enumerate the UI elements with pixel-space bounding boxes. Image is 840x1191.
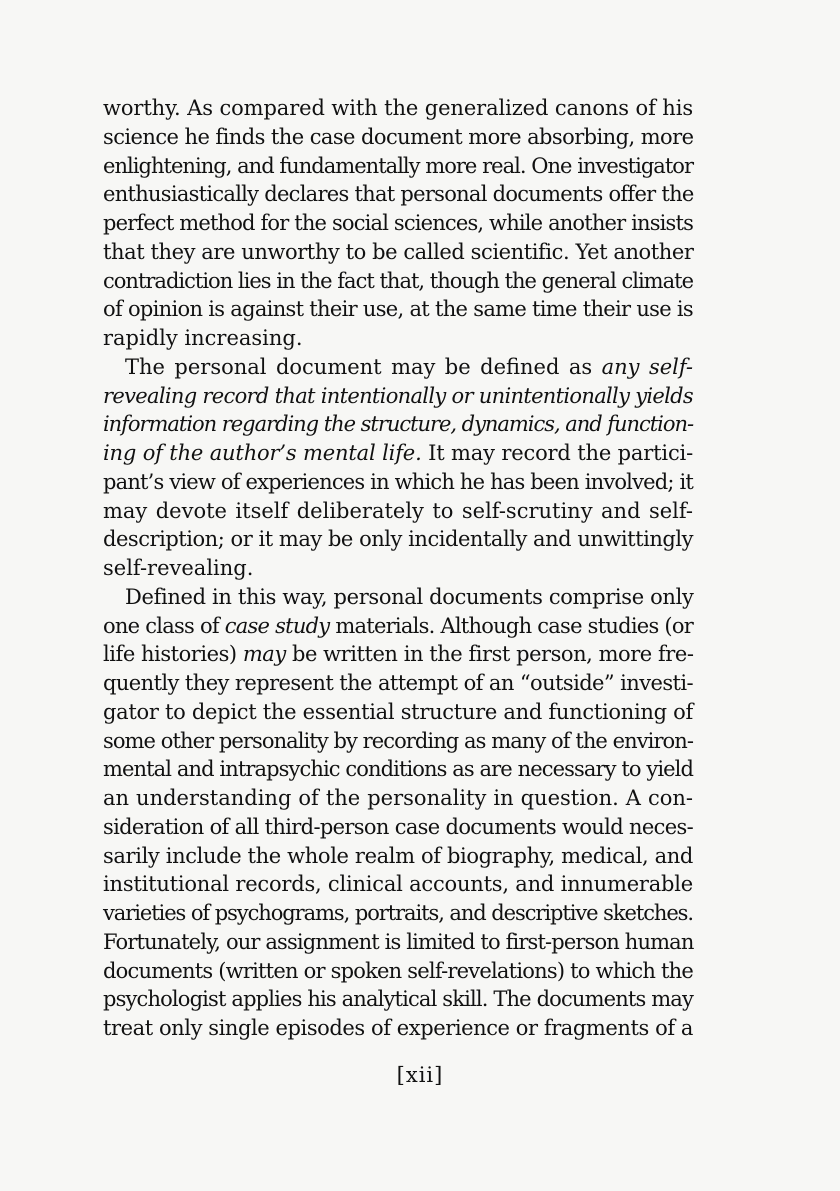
text-line [103,957,693,986]
text-line [103,324,693,353]
text-run: gator to depict the essential structure and functioning of [103,699,693,724]
text-run: be written in the first person, more fre- [285,642,694,667]
text-run: It may record the partici- [421,441,694,465]
text-run: one class of [103,613,225,638]
text-line [103,583,693,612]
text-run: perfect method for the social sciences, while another insists [103,211,694,235]
text-run: The personal document may be defined as [125,354,602,379]
text-line [103,928,693,957]
text-line [103,94,693,123]
text-line [103,985,693,1014]
page-number: [xii] [396,1063,444,1087]
text-line [103,180,693,209]
text-run: pant’s view of experiences in which he has been involved; it [103,469,693,494]
text-run: varieties of psychograms, portraits, and descriptive sketches. [103,901,693,925]
text-run: rapidly increasing. [103,326,303,350]
text-run: an understanding of the personality in question. A con- [103,786,693,810]
text-run: sideration of all third-person case documents would neces- [103,814,693,839]
text-run: contradiction lies in the fact that, though the general climate [103,268,694,293]
text-run: sarily include the whole realm of biography, medical, and [103,843,694,868]
text-line [103,439,693,468]
text-run: Fortunately, our assignment is limited to first-person human [103,929,694,954]
text-run: psychologist applies his analytical skill. The documents may [103,987,693,1012]
text-run: of opinion is against their use, at the same time their use is [103,297,693,322]
text-run: documents (written or spoken self-revelations) to which the [103,958,693,983]
paragraph [103,94,693,353]
italic-run: case study [224,613,330,638]
text-run: mental and intrapsychic conditions as are necessary to yield [103,757,693,782]
text-run: self-revealing. [103,556,254,580]
text-line [103,554,693,583]
text-line [103,497,693,526]
text-run: worthy. As compared with the generalized canons of his [103,96,693,120]
text-line [103,209,693,238]
text-line [103,612,693,641]
text-run: some other personality by recording as many of the environ- [103,728,694,753]
text-line [103,238,693,267]
italic-run: information regarding the structure, dynamics, and function- [103,412,694,437]
text-line [103,382,693,411]
italic-run: ing of the author’s mental life. [103,441,422,465]
text-line [103,813,693,842]
text-line [103,1014,693,1043]
text-run: materials. Although case studies (or [329,613,694,638]
text-run: science he finds the case document more absorbing, more [103,124,694,149]
body-text [103,94,693,1043]
text-line [103,755,693,784]
text-run: Defined in this way, personal documents comprise only [125,584,694,609]
text-line [103,123,693,152]
text-line [103,842,693,871]
text-run: treat only single episodes of experience or fragments of a [103,1016,693,1040]
text-run: life histories) [103,642,243,667]
text-line [103,525,693,554]
text-line [103,295,693,324]
text-line [103,468,693,497]
text-line [103,640,693,669]
text-line [103,870,693,899]
text-line [103,727,693,756]
text-run: institutional records, clinical accounts, and innumerable [103,872,694,897]
text-run: quently they represent the attempt of an “outside” investi- [103,671,693,695]
text-line [103,669,693,698]
text-run: enthusiastically declares that personal documents offer the [103,182,694,207]
text-line [103,410,693,439]
italic-run: any self- [601,354,693,379]
text-run: description; or it may be only incidentally and unwittingly [103,527,693,552]
text-line [103,267,693,296]
italic-run: revealing record that intentionally or unintentionally yields [103,383,694,408]
paragraph [103,353,693,583]
text-run: that they are unworthy to be called scientific. Yet another [103,239,694,264]
paragraph [103,583,693,1043]
text-line [103,698,693,727]
text-run: may devote itself deliberately to self-scrutiny and self- [103,498,693,523]
text-run: enlightening, and fundamentally more real. One investigator [103,153,694,178]
text-line [103,899,693,928]
text-line [103,353,693,382]
italic-run: may [242,642,286,667]
text-line [103,784,693,813]
text-line [103,152,693,181]
